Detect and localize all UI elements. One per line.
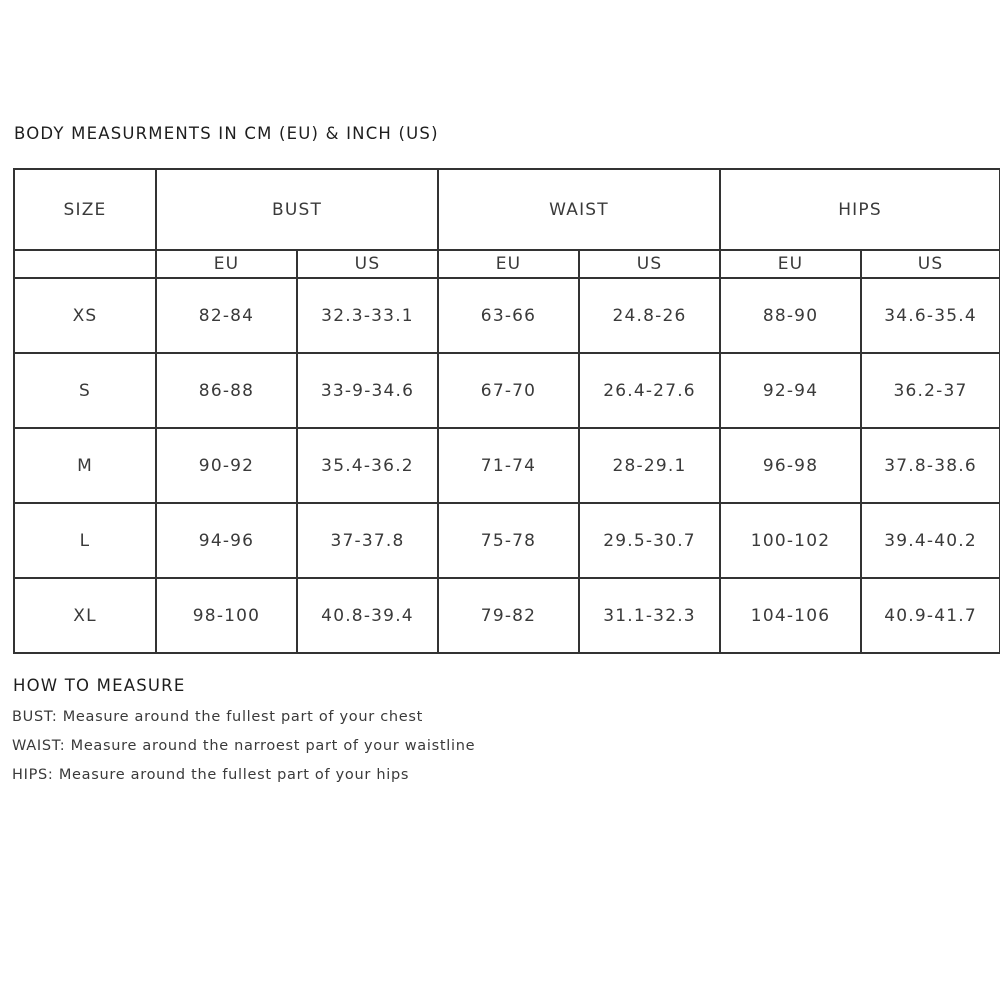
waist-us-cell: 31.1-32.3 [579,578,720,653]
waist-eu-cell: 75-78 [438,503,579,578]
table-row [14,278,1000,353]
bust-us-cell: 32.3-33.1 [297,278,438,353]
waist-us-cell: 26.4-27.6 [579,353,720,428]
waist-eu-cell: 79-82 [438,578,579,653]
waist-eu-cell: 63-66 [438,278,579,353]
bust-eu-cell: 94-96 [156,503,297,578]
unit-header-empty [14,250,156,278]
bust-us-cell: 37-37.8 [297,503,438,578]
hips-us-cell: 34.6-35.4 [861,278,1000,353]
size-header: SIZE [14,169,156,250]
bust-instruction: BUST: Measure around the fullest part of your chest [12,709,424,725]
size-chart-table [13,168,1000,654]
waist-us-header: US [579,250,720,278]
hips-eu-cell: 100-102 [720,503,861,578]
waist-us-cell: 29.5-30.7 [579,503,720,578]
how-to-measure-title: HOW TO MEASURE [13,676,186,695]
bust-eu-header: EU [156,250,297,278]
bust-us-header: US [297,250,438,278]
waist-us-cell: 24.8-26 [579,278,720,353]
size-cell: L [14,503,156,578]
table-row [14,578,1000,653]
size-cell: XL [14,578,156,653]
hips-eu-cell: 104-106 [720,578,861,653]
page-title: BODY MEASURMENTS IN CM (EU) & INCH (US) [14,124,439,143]
waist-us-cell: 28-29.1 [579,428,720,503]
size-cell: XS [14,278,156,353]
group-header-row [14,169,1000,250]
hips-eu-cell: 96-98 [720,428,861,503]
hips-us-cell: 36.2-37 [861,353,1000,428]
hips-eu-header: EU [720,250,861,278]
bust-us-cell: 35.4-36.2 [297,428,438,503]
hips-us-cell: 37.8-38.6 [861,428,1000,503]
hips-instruction: HIPS: Measure around the fullest part of your hips [12,767,410,783]
bust-header: BUST [156,169,438,250]
bust-eu-cell: 82-84 [156,278,297,353]
bust-us-cell: 33-9-34.6 [297,353,438,428]
bust-us-cell: 40.8-39.4 [297,578,438,653]
hips-eu-cell: 92-94 [720,353,861,428]
waist-eu-cell: 71-74 [438,428,579,503]
unit-header-row [14,250,1000,278]
table-row [14,503,1000,578]
waist-eu-header: EU [438,250,579,278]
waist-header: WAIST [438,169,720,250]
waist-instruction: WAIST: Measure around the narroest part of your waistline [12,738,476,754]
hips-us-header: US [861,250,1000,278]
hips-us-cell: 40.9-41.7 [861,578,1000,653]
size-cell: S [14,353,156,428]
hips-header: HIPS [720,169,1000,250]
hips-eu-cell: 88-90 [720,278,861,353]
size-cell: M [14,428,156,503]
table-row [14,428,1000,503]
bust-eu-cell: 98-100 [156,578,297,653]
bust-eu-cell: 90-92 [156,428,297,503]
table-row [14,353,1000,428]
hips-us-cell: 39.4-40.2 [861,503,1000,578]
bust-eu-cell: 86-88 [156,353,297,428]
waist-eu-cell: 67-70 [438,353,579,428]
